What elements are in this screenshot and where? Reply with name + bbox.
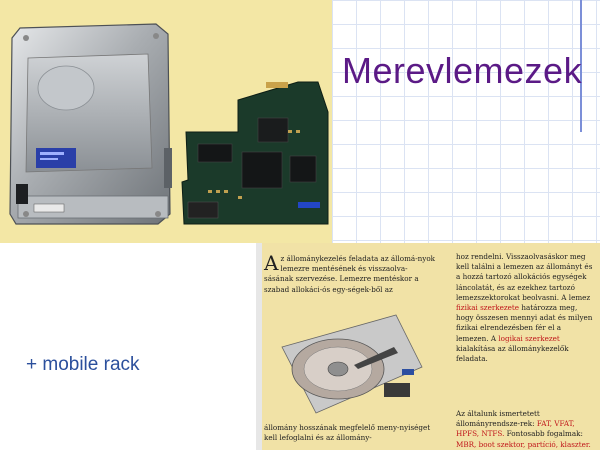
book-paragraph-2-part-c: kialakítása az állománykezelők feladata.: [456, 343, 569, 364]
hard-disk-photo: [6, 18, 176, 230]
book-paragraph-1-continued: állomány hosszának megfelelő meny-nyiséget kell lefoglalni és az állomány-: [264, 423, 431, 443]
book-paragraph-1-text: z állománykezelés feladata az állomá-nyok lemezre mentésének és visszaolva-sásának szervezése. Lemezre mentéskor a szabad allokáci-ós egy-ségek-ből az: [264, 254, 436, 294]
book-page-image: [256, 243, 600, 450]
term-physical-structure: fizikai szerkezete: [456, 303, 520, 313]
slide-title: Merevlemezek: [342, 50, 583, 91]
concepts-intro: Fontosabb fogalmak:: [504, 429, 583, 439]
drop-cap: A: [264, 251, 279, 275]
grid-background: [332, 0, 600, 243]
book-paragraph-2-part-a: hoz rendelni. Visszaolvasáskor meg kell találni a lemezen az állományt és a hozzá tartozó allokációs egységek láncolatát, és az ezekhez tartozó lemezszektorokat beolvasni. A lemez: [456, 252, 593, 302]
open-disk-illustration: [276, 307, 426, 415]
book-paragraph-2: [456, 252, 594, 364]
term-logical-structure: logikai szerkezet: [498, 333, 560, 343]
bullet-mobile-rack: + mobile rack: [26, 354, 140, 375]
book-paragraph-3: [456, 409, 594, 450]
filesystems-intro: Az általunk ismertetett állományrendsze-rek:: [456, 409, 540, 429]
book-paragraph-1: [264, 251, 436, 295]
page-shadow: [256, 243, 262, 450]
book-paragraph-2-part-b: határozza meg, hogy összesen mennyi adat és milyen fizikai elrendezésben fér el a lemezen. A: [456, 303, 593, 343]
concepts-list: MBR, boot szektor, partíció, klaszter.: [456, 439, 591, 449]
filesystems-list: FAT, VFAT, HPFS, NTFS.: [456, 419, 575, 439]
circuit-board-photo: [178, 72, 330, 232]
